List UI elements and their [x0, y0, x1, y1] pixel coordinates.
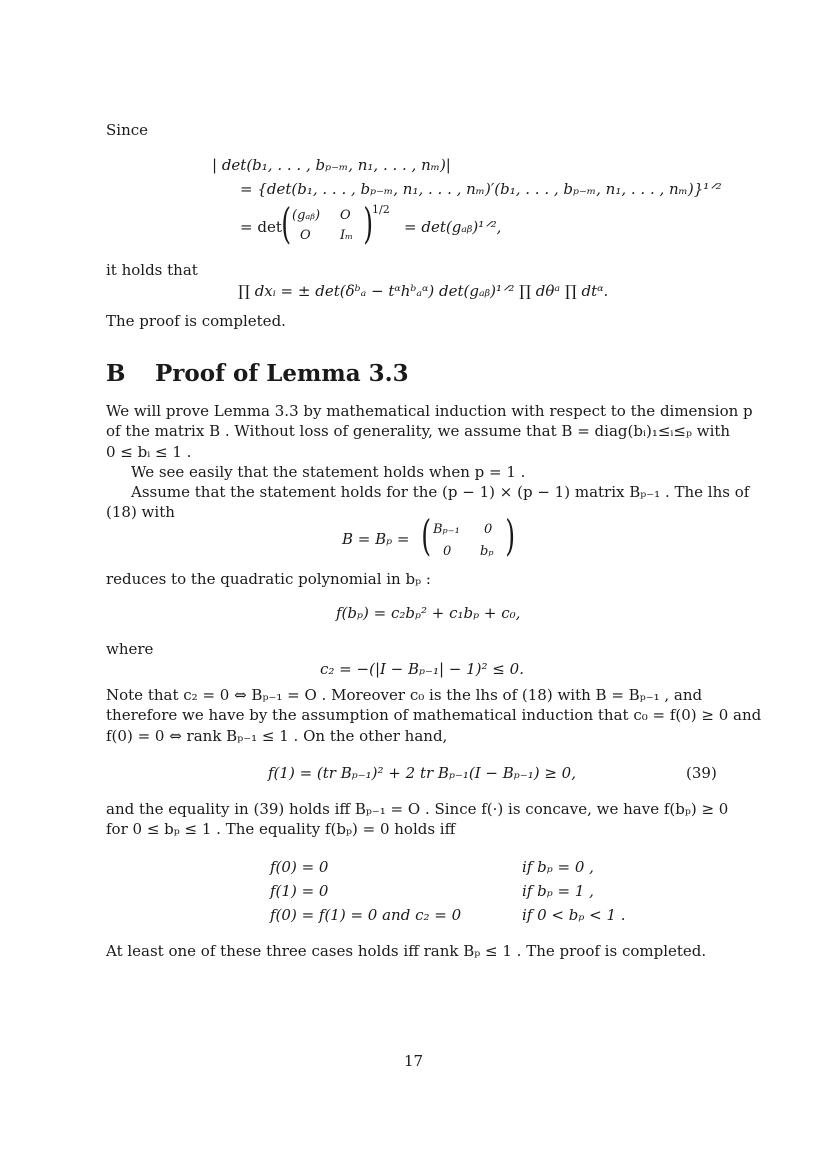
eq-matrix-prefix: B = Bₚ =: [342, 530, 410, 548]
case-right: if bₚ = 0 ,: [522, 858, 594, 876]
matrix-cell: Bₚ₋₁: [433, 522, 460, 537]
paragraph-line: Note that c₂ = 0 ⇔ Bₚ₋₁ = O . Moreover c₀ is the lhs of (18) with B = Bₚ₋₁ , and: [106, 686, 703, 704]
paragraph-line: We see easily that the statement holds when p = 1 .: [131, 463, 526, 481]
equation-c2: c₂ = −(|I − Bₚ₋₁| − 1)² ≤ 0.: [320, 660, 524, 678]
text-proof-completed: The proof is completed.: [106, 312, 286, 330]
eq-det-prefix: = det: [240, 218, 282, 236]
paragraph-line: Assume that the statement holds for the (p − 1) × (p − 1) matrix Bₚ₋₁ . The lhs of: [131, 483, 750, 501]
right-paren: ): [505, 511, 516, 560]
text-since: Since: [106, 121, 149, 139]
eq-det-suffix: = det(gₐᵦ)¹ᐟ²,: [404, 218, 502, 236]
case-right: if 0 < bₚ < 1 .: [522, 906, 626, 924]
paragraph-line: We will prove Lemma 3.3 by mathematical induction with respect to the dimension p: [106, 402, 753, 420]
case-left: f(0) = 0: [270, 858, 329, 876]
paragraph-line: for 0 ≤ bₚ ≤ 1 . The equality f(bₚ) = 0 holds iff: [106, 820, 456, 838]
right-paren: ): [363, 199, 374, 248]
left-paren: (: [421, 511, 432, 560]
paragraph-line: reduces to the quadratic polynomial in bₚ :: [106, 570, 431, 588]
equation-39: f(1) = (tr Bₚ₋₁)² + 2 tr Bₚ₋₁(I − Bₚ₋₁) ≥ 0,: [268, 764, 576, 782]
matrix-cell: bₚ: [480, 544, 494, 559]
equation-product: ∏ dxᵢ = ± det(δᵇₐ − tᵅhᵇₐᵅ) det(gₐᵦ)¹ᐟ² ∏ dθᵃ ∏ dtᵅ.: [238, 282, 609, 300]
equation-det-line2: = {det(b₁, . . . , bₚ₋ₘ, n₁, . . . , nₘ)′(b₁, . . . , bₚ₋ₘ, n₁, . . . , nₘ)}¹ᐟ²: [240, 180, 722, 198]
equation-quadratic: f(bₚ) = c₂bₚ² + c₁bₚ + c₀,: [336, 604, 521, 622]
matrix-cell: (gₐᵦ): [292, 208, 321, 223]
case-left: f(1) = 0: [270, 882, 329, 900]
exponent: 1/2: [372, 203, 390, 216]
equation-number: (39): [686, 764, 717, 782]
paragraph-line: therefore we have by the assumption of mathematical induction that c₀ = f(0) ≥ 0 and: [106, 706, 762, 724]
matrix-cell: 0: [443, 544, 452, 559]
paragraph-line: 0 ≤ bᵢ ≤ 1 .: [106, 443, 192, 461]
left-paren: (: [281, 199, 292, 248]
matrix-cell: 0: [484, 522, 493, 537]
section-number: B: [106, 360, 126, 387]
text-it-holds: it holds that: [106, 261, 198, 279]
case-right: if bₚ = 1 ,: [522, 882, 594, 900]
paragraph-line: At least one of these three cases holds iff rank Bₚ ≤ 1 . The proof is completed.: [106, 942, 707, 960]
case-left: f(0) = f(1) = 0 and c₂ = 0: [270, 906, 462, 924]
matrix-cell: O: [340, 208, 351, 223]
matrix-cell: Iₘ: [340, 228, 354, 243]
matrix-cell: O: [300, 228, 311, 243]
section-title: Proof of Lemma 3.3: [155, 360, 409, 387]
page-number: 17: [403, 1052, 424, 1070]
paragraph-line: of the matrix B . Without loss of generality, we assume that B = diag(bᵢ)₁≤ᵢ≤ₚ with: [106, 422, 731, 440]
paragraph-line: and the equality in (39) holds iff Bₚ₋₁ = O . Since f(·) is concave, we have f(bₚ) ≥ 0: [106, 800, 729, 818]
paragraph-line: (18) with: [106, 503, 175, 521]
equation-det-line1: | det(b₁, . . . , bₚ₋ₘ, n₁, . . . , nₘ)|: [212, 156, 451, 174]
text-where: where: [106, 640, 154, 658]
paragraph-line: f(0) = 0 ⇔ rank Bₚ₋₁ ≤ 1 . On the other hand,: [106, 727, 448, 745]
